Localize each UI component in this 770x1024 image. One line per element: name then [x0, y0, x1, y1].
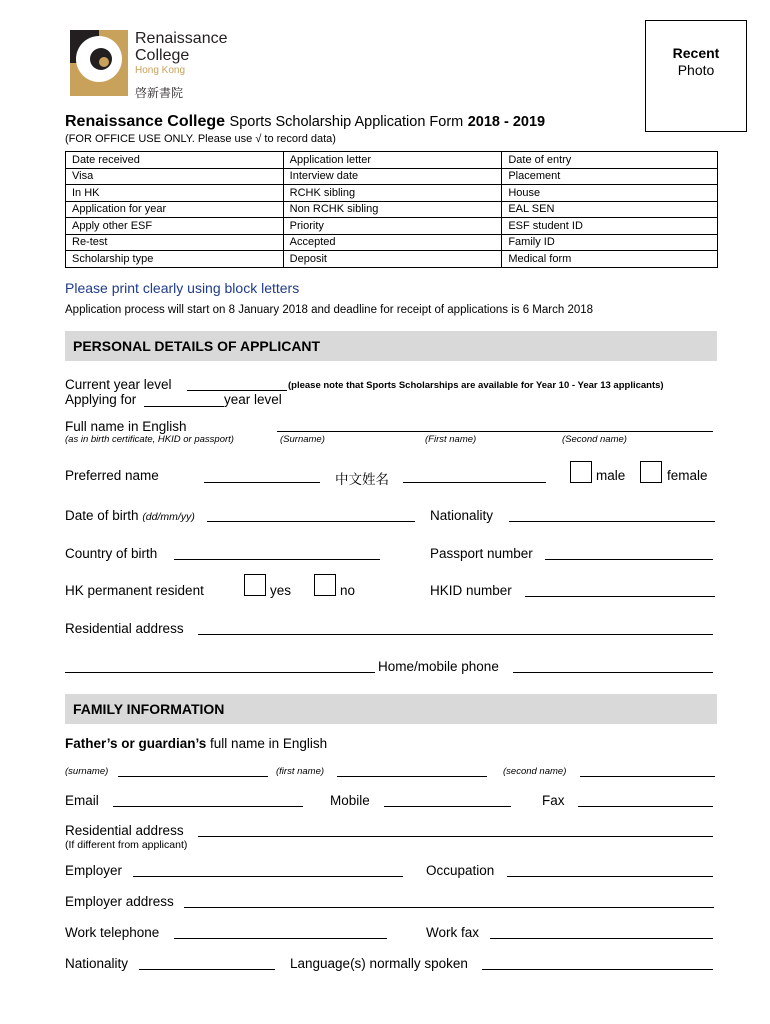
full-name-note: (as in birth certificate, HKID or passport) — [65, 434, 234, 445]
office-table-cell[interactable]: Visa — [66, 168, 284, 185]
father-fax-field[interactable] — [578, 806, 713, 807]
hk-resident-no-checkbox[interactable] — [314, 574, 336, 596]
office-use-note: (FOR OFFICE USE ONLY. Please use √ to record data) — [65, 133, 336, 145]
office-table-cell[interactable]: Scholarship type — [66, 251, 284, 268]
office-table-cell[interactable]: Interview date — [283, 168, 502, 185]
country-of-birth-label: Country of birth — [65, 546, 158, 561]
photo-label: Photo — [677, 62, 715, 78]
office-table-row — [66, 234, 718, 251]
office-table-cell[interactable]: Date received — [66, 152, 284, 169]
print-clearly-note: Please print clearly using block letters — [65, 280, 300, 296]
office-table-cell[interactable]: Re-test — [66, 234, 284, 251]
office-table-row — [66, 218, 718, 235]
full-name-label: Full name in English — [65, 419, 187, 434]
title-school: Renaissance College — [65, 113, 226, 130]
office-table-cell[interactable]: Date of entry — [502, 152, 718, 169]
office-table-cell[interactable]: Deposit — [283, 251, 502, 268]
male-label: male — [596, 468, 626, 483]
office-table-cell[interactable]: Accepted — [283, 234, 502, 251]
surname-caption: (Surname) — [280, 434, 325, 445]
country-of-birth-field[interactable] — [174, 559, 380, 560]
office-table-row — [66, 185, 718, 202]
hkid-label: HKID number — [430, 583, 512, 598]
office-table-cell[interactable]: Application letter — [283, 152, 502, 169]
section-heading-family: FAMILY INFORMATION — [65, 694, 717, 724]
logo-name-line1: Renaissance — [135, 30, 228, 47]
work-telephone-label: Work telephone — [65, 925, 160, 940]
logo-name-line3: Hong Kong — [135, 65, 186, 76]
father-name-label — [65, 736, 327, 751]
current-year-note: (please note that Sports Scholarships are available for Year 10 - Year 13 applicants) — [288, 380, 664, 391]
father-address-label: Residential address — [65, 823, 184, 838]
office-table-cell[interactable]: Application for year — [66, 201, 284, 218]
office-table-cell[interactable]: Family ID — [502, 234, 718, 251]
year-level-label: year level — [224, 392, 282, 407]
father-address-note: (If different from applicant) — [65, 839, 188, 851]
office-table-cell[interactable]: ESF student ID — [502, 218, 718, 235]
passport-number-label: Passport number — [430, 546, 533, 561]
nationality-label: Nationality — [430, 508, 494, 523]
occupation-label: Occupation — [426, 863, 495, 878]
female-label: female — [667, 468, 708, 483]
preferred-name-label: Preferred name — [65, 468, 159, 483]
hk-resident-label: HK permanent resident — [65, 583, 204, 598]
hk-resident-no-label: no — [340, 583, 356, 598]
office-table-cell[interactable]: In HK — [66, 185, 284, 202]
work-fax-label: Work fax — [426, 925, 480, 940]
current-year-label: Current year level — [65, 377, 172, 392]
office-table-cell[interactable]: RCHK sibling — [283, 185, 502, 202]
hk-resident-yes-checkbox[interactable] — [244, 574, 266, 596]
office-table-cell[interactable]: House — [502, 185, 718, 202]
dob-format: (dd/mm/yy) — [142, 511, 195, 523]
hkid-field[interactable] — [525, 596, 715, 597]
title-year: 2018 - 2019 — [467, 114, 546, 130]
father-first-name-caption: (first name) — [276, 766, 325, 777]
dob-label — [65, 508, 195, 523]
father-surname-field[interactable] — [118, 776, 268, 777]
residential-address-field-1[interactable] — [198, 634, 713, 635]
section-heading-personal: PERSONAL DETAILS OF APPLICANT — [65, 331, 717, 361]
office-table-row — [66, 168, 718, 185]
chinese-name-label: 中文姓名 — [335, 472, 389, 487]
current-year-field[interactable] — [187, 390, 287, 391]
application-process-note: Application process will start on 8 January 2018 and deadline for receipt of applications is 6 March 2018 — [65, 304, 594, 316]
title-form: Sports Scholarship Application Form — [229, 114, 464, 130]
office-table-row — [66, 251, 718, 268]
hk-resident-yes-label: yes — [270, 583, 292, 598]
work-telephone-field[interactable] — [174, 938, 387, 939]
first-name-caption: (First name) — [425, 434, 477, 445]
second-name-caption: (Second name) — [562, 434, 627, 445]
school-logo-mark — [70, 30, 128, 96]
father-email-label: Email — [65, 793, 99, 808]
father-label-bold: Father’s or guardian’s — [65, 736, 207, 751]
office-table-cell[interactable]: Priority — [283, 218, 502, 235]
office-table-cell[interactable]: Non RCHK sibling — [283, 201, 502, 218]
logo-chinese-name: 啓新書院 — [135, 86, 184, 100]
employer-label: Employer — [65, 863, 123, 878]
preferred-name-field[interactable] — [204, 482, 320, 483]
father-nationality-label: Nationality — [65, 956, 129, 971]
nationality-field[interactable] — [509, 521, 715, 522]
father-address-field[interactable] — [198, 836, 713, 837]
chinese-name-field[interactable] — [403, 482, 546, 483]
father-mobile-field[interactable] — [384, 806, 511, 807]
office-table-row — [66, 152, 718, 169]
father-second-name-field[interactable] — [580, 776, 715, 777]
applying-for-label: Applying for — [65, 392, 137, 407]
recent-photo-box[interactable] — [645, 20, 747, 132]
passport-number-field[interactable] — [545, 559, 713, 560]
photo-label-bold: Recent — [672, 45, 720, 61]
employer-address-label: Employer address — [65, 894, 174, 909]
languages-label: Language(s) normally spoken — [290, 956, 468, 971]
father-fax-label: Fax — [542, 793, 565, 808]
male-checkbox[interactable] — [570, 461, 592, 483]
residential-address-field-2[interactable] — [65, 672, 375, 673]
father-first-name-field[interactable] — [337, 776, 487, 777]
dob-field[interactable] — [207, 521, 415, 522]
father-nationality-field[interactable] — [139, 969, 275, 970]
female-checkbox[interactable] — [640, 461, 662, 483]
dob-text: Date of birth — [65, 508, 139, 523]
form-title — [65, 113, 545, 131]
logo-name-line2: College — [135, 47, 190, 64]
office-table-row — [66, 201, 718, 218]
office-use-table — [65, 151, 718, 268]
languages-field[interactable] — [482, 969, 713, 970]
father-surname-caption: (surname) — [65, 766, 109, 777]
home-phone-field[interactable] — [513, 672, 713, 673]
father-label-rest: full name in English — [206, 736, 328, 751]
applying-for-field[interactable] — [144, 406, 224, 407]
father-email-field[interactable] — [113, 806, 303, 807]
residential-address-label: Residential address — [65, 621, 184, 636]
occupation-field[interactable] — [507, 876, 713, 877]
father-mobile-label: Mobile — [330, 793, 370, 808]
employer-address-field[interactable] — [184, 907, 714, 908]
office-table-cell[interactable]: Placement — [502, 168, 718, 185]
full-name-field[interactable] — [277, 431, 713, 432]
office-table-cell[interactable]: EAL SEN — [502, 201, 718, 218]
home-phone-label: Home/mobile phone — [378, 659, 499, 674]
office-table-cell[interactable]: Apply other ESF — [66, 218, 284, 235]
office-table-cell[interactable]: Medical form — [502, 251, 718, 268]
employer-field[interactable] — [133, 876, 403, 877]
work-fax-field[interactable] — [490, 938, 713, 939]
father-second-name-caption: (second name) — [503, 766, 567, 777]
